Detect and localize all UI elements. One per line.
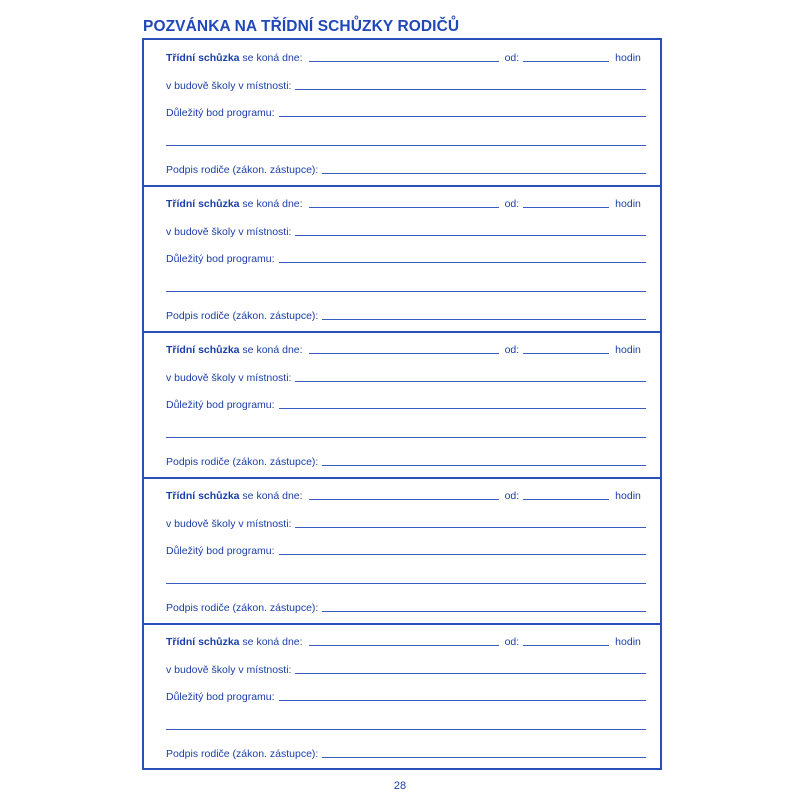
meeting-date-field[interactable] [309,499,499,500]
meeting-date-row [166,48,646,64]
hours-label: hodin [615,636,641,648]
hours-label: hodin [615,52,641,64]
program-field-continuation[interactable] [166,145,646,146]
program-continuation-row [166,424,646,440]
signature-field[interactable] [322,611,646,612]
signature-row [166,452,646,468]
signature-field[interactable] [322,757,646,758]
meeting-date-row [166,340,646,356]
program-continuation-row [166,716,646,732]
meeting-date-row [166,486,646,502]
signature-row [166,306,646,322]
program-label: Důležitý bod programu: [166,545,275,557]
hours-label: hodin [615,344,641,356]
program-field[interactable] [279,408,646,409]
time-from-field[interactable] [523,61,609,62]
program-label: Důležitý bod programu: [166,399,275,411]
room-field[interactable] [295,89,646,90]
program-label: Důležitý bod programu: [166,691,275,703]
time-from-field[interactable] [523,207,609,208]
page-number: 28 [393,780,407,792]
room-label: v budově školy v místnosti: [166,226,292,238]
room-row [166,76,646,92]
program-field[interactable] [279,262,646,263]
program-continuation-row [166,570,646,586]
meeting-date-field[interactable] [309,645,499,646]
invitation-form-frame [142,38,662,770]
room-label: v budově školy v místnosti: [166,80,292,92]
meeting-date-label: Třídní schůzka se koná dne: [166,198,303,210]
program-label: Důležitý bod programu: [166,107,275,119]
meeting-date-row [166,194,646,210]
meeting-date-field[interactable] [309,61,499,62]
meeting-date-field[interactable] [309,353,499,354]
meeting-date-row [166,632,646,648]
signature-label: Podpis rodiče (zákon. zástupce): [166,748,319,760]
time-from-label: od: [504,198,520,210]
room-field[interactable] [295,527,646,528]
room-row [166,222,646,238]
time-from-field[interactable] [523,353,609,354]
hours-label: hodin [615,198,641,210]
meeting-date-label: Třídní schůzka se koná dne: [166,52,303,64]
room-label: v budově školy v místnosti: [166,664,292,676]
hours-label: hodin [615,490,641,502]
program-field[interactable] [279,116,646,117]
meeting-date-field[interactable] [309,207,499,208]
invitation-section [144,40,660,186]
invitation-section [144,624,660,770]
program-field-continuation[interactable] [166,291,646,292]
program-field-continuation[interactable] [166,729,646,730]
signature-label: Podpis rodiče (zákon. zástupce): [166,164,319,176]
program-row [166,103,646,119]
room-field[interactable] [295,673,646,674]
meeting-date-label: Třídní schůzka se koná dne: [166,490,303,502]
signature-label: Podpis rodiče (zákon. zástupce): [166,602,319,614]
signature-field[interactable] [322,173,646,174]
program-row [166,541,646,557]
program-label: Důležitý bod programu: [166,253,275,265]
room-row [166,368,646,384]
program-field-continuation[interactable] [166,583,646,584]
signature-row [166,744,646,760]
meeting-date-label: Třídní schůzka se koná dne: [166,636,303,648]
room-row [166,514,646,530]
program-row [166,687,646,703]
invitation-section [144,478,660,624]
signature-label: Podpis rodiče (zákon. zástupce): [166,456,319,468]
program-field-continuation[interactable] [166,437,646,438]
page-title: POZVÁNKA NA TŘÍDNÍ SCHŮZKY RODIČŮ [143,18,460,35]
invitation-section [144,332,660,478]
time-from-label: od: [504,490,520,502]
time-from-field[interactable] [523,645,609,646]
invitation-section [144,186,660,332]
signature-field[interactable] [322,465,646,466]
program-field[interactable] [279,554,646,555]
signature-row [166,598,646,614]
program-continuation-row [166,278,646,294]
meeting-date-label: Třídní schůzka se koná dne: [166,344,303,356]
time-from-label: od: [504,52,520,64]
room-label: v budově školy v místnosti: [166,372,292,384]
program-continuation-row [166,132,646,148]
room-field[interactable] [295,235,646,236]
time-from-label: od: [504,636,520,648]
program-row [166,249,646,265]
signature-field[interactable] [322,319,646,320]
room-row [166,660,646,676]
room-field[interactable] [295,381,646,382]
room-label: v budově školy v místnosti: [166,518,292,530]
time-from-label: od: [504,344,520,356]
signature-row [166,160,646,176]
signature-label: Podpis rodiče (zákon. zástupce): [166,310,319,322]
program-field[interactable] [279,700,646,701]
time-from-field[interactable] [523,499,609,500]
program-row [166,395,646,411]
